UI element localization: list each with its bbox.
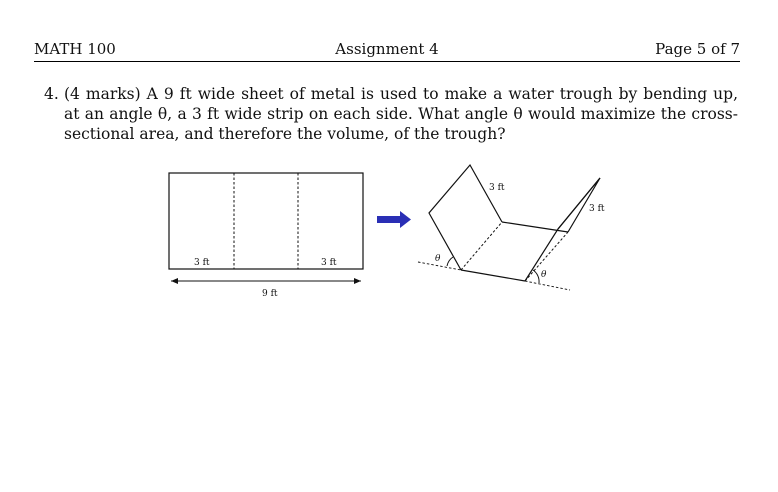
flat-left-width-label: 3 ft — [194, 258, 210, 268]
left-angle-arc — [447, 257, 453, 266]
right-side-panel — [525, 178, 600, 281]
page-number: Page 5 of 7 — [655, 40, 740, 58]
total-width-label: 9 ft — [262, 289, 278, 299]
left-angle-label: θ — [435, 254, 441, 264]
assignment-title: Assignment 4 — [335, 40, 439, 58]
trough-diagram — [418, 165, 605, 290]
flat-sheet-outline — [169, 173, 363, 269]
left-fold-hidden-edge — [461, 222, 502, 270]
question-number: 4. — [44, 85, 59, 103]
right-angle-arc — [533, 270, 539, 283]
bottom-back-edge — [502, 222, 568, 232]
trough-right-side-label: 3 ft — [589, 204, 605, 214]
right-reference-line — [525, 281, 570, 290]
right-angle-label: θ — [541, 270, 547, 280]
flat-right-width-label: 3 ft — [321, 258, 337, 268]
trough-left-side-label: 3 ft — [489, 183, 505, 193]
bottom-front-edge — [461, 270, 525, 281]
flat-sheet-diagram — [169, 173, 363, 299]
transform-arrow-icon — [377, 211, 411, 228]
course-name: MATH 100 — [34, 40, 116, 58]
question-text: (4 marks) A 9 ft wide sheet of metal is used to make a water trough by bending up, at an angle θ, a 3 ft wide strip on each side. What angle θ would maximize the cross-sectional area, and therefore the volume, of the trough? — [64, 85, 738, 143]
right-fold-hidden-edge — [525, 232, 568, 281]
